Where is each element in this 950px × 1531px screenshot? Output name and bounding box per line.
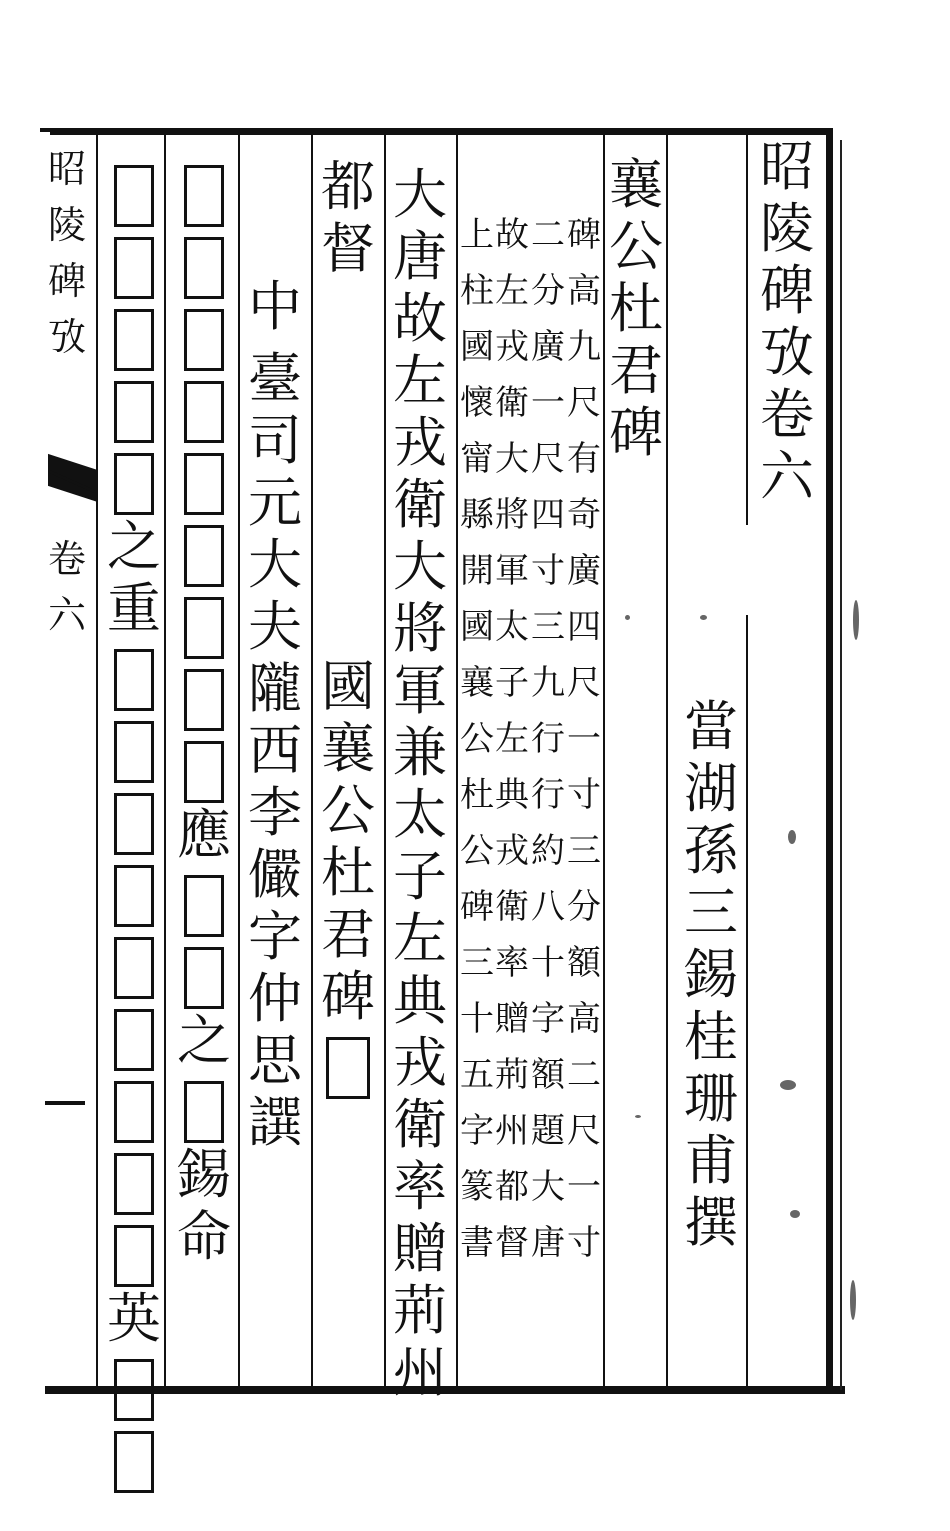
inscription-column-2-continued: 國 襄 公 杜 君 碑	[316, 660, 380, 1104]
lacuna-box	[114, 453, 154, 515]
inscription-column-2: 都 督	[321, 155, 375, 280]
column-rule	[96, 135, 98, 1390]
lacuna-box	[184, 381, 224, 443]
lacuna-box	[114, 1081, 154, 1143]
note-column-3: 故 左 戎 衛 大 將 軍 太 子 左 典 戎 衛 率 贈 荊 州 都 督	[495, 215, 529, 1263]
inscription-char: 應	[177, 803, 231, 866]
lacuna-box	[114, 165, 154, 227]
inscription-column-3: 中	[248, 275, 302, 338]
lacuna-box	[184, 1081, 224, 1143]
lacuna-box	[114, 237, 154, 299]
column-rule	[666, 135, 668, 1390]
inscription-column-3-continued: 臺 司 元 大 夫 隴 西 李 儼 字 仲 思 譔	[248, 347, 302, 1154]
entry-title: 襄 公 杜 君 碑	[609, 153, 663, 464]
lacuna-box	[184, 165, 224, 227]
lacuna-box	[114, 1359, 154, 1421]
lacuna-box	[184, 237, 224, 299]
author-column: 當 湖 孫 三 錫 桂 珊 甫 撰	[684, 695, 738, 1254]
frame-top-stub	[40, 128, 50, 132]
margin-juan: 卷 六	[47, 537, 86, 637]
inscription-column-1: 大 唐 故 左 戎 衛 大 將 軍 兼 太 子 左 典 戎 衛 率 贈 荊 州	[393, 163, 447, 1404]
inscription-char: 重	[107, 577, 161, 640]
edge-stain	[853, 600, 859, 640]
note-column-4: 上 柱 國 懷 甯 縣 開 國 襄 公 杜 公 碑 三 十 五 字 篆 書	[460, 215, 494, 1263]
lacuna-box	[184, 669, 224, 731]
margin-running-title: 昭 陵 碑 攷	[47, 147, 86, 359]
fishtail-mark	[48, 454, 98, 502]
lacuna-box	[184, 525, 224, 587]
frame-top-border	[50, 128, 830, 135]
ink-speck	[780, 1080, 796, 1090]
note-column-2: 二 分 廣 一 尺 四 寸 三 九 行 行 約 八 十 字 額 題 大 唐	[531, 215, 565, 1263]
inscription-char: 之	[177, 1009, 231, 1072]
frame-right-inner-line	[840, 140, 842, 1390]
inscription-char: 英	[107, 1287, 161, 1350]
column-rule	[311, 135, 313, 1390]
lacuna-box	[184, 597, 224, 659]
ink-speck	[788, 830, 796, 844]
title-column: 昭 陵 碑 攷 卷 六	[760, 135, 814, 508]
lacuna-box	[114, 1431, 154, 1493]
column-rule	[746, 135, 748, 525]
note-column-1: 碑 高 九 尺 有 奇 廣 四 尺 一 寸 三 分 額 高 二 尺 一 寸	[567, 215, 601, 1263]
column-rule	[603, 135, 605, 1390]
lacuna-box	[114, 937, 154, 999]
lacuna-box	[184, 309, 224, 371]
edge-stain	[850, 1280, 856, 1320]
lacuna-box	[114, 649, 154, 711]
lacuna-box	[114, 721, 154, 783]
lacuna-box	[114, 1225, 154, 1287]
column-rule	[384, 135, 386, 1390]
frame-right-border	[826, 128, 833, 1394]
lacuna-box	[114, 793, 154, 855]
lacuna-column-1	[176, 160, 232, 1272]
ink-speck	[635, 1115, 641, 1118]
lacuna-column-2	[106, 160, 162, 1498]
lacuna-box	[114, 381, 154, 443]
ink-speck	[790, 1210, 800, 1218]
column-rule	[746, 615, 748, 1390]
margin-folio	[45, 1101, 85, 1105]
column-rule	[164, 135, 166, 1390]
ink-speck	[700, 615, 707, 620]
lacuna-box	[184, 947, 224, 1009]
inscription-char: 之	[107, 515, 161, 578]
lacuna-box	[184, 453, 224, 515]
lacuna-box	[184, 741, 224, 803]
lacuna-box	[326, 1037, 370, 1099]
lacuna-box	[114, 1153, 154, 1215]
lacuna-box	[114, 1009, 154, 1071]
lacuna-box	[114, 309, 154, 371]
ink-speck	[625, 615, 630, 620]
lacuna-box	[184, 875, 224, 937]
inscription-char: 錫	[177, 1143, 231, 1206]
column-rule	[456, 135, 458, 1390]
column-rule	[238, 135, 240, 1390]
inscription-char: 命	[177, 1205, 231, 1268]
lacuna-box	[114, 865, 154, 927]
